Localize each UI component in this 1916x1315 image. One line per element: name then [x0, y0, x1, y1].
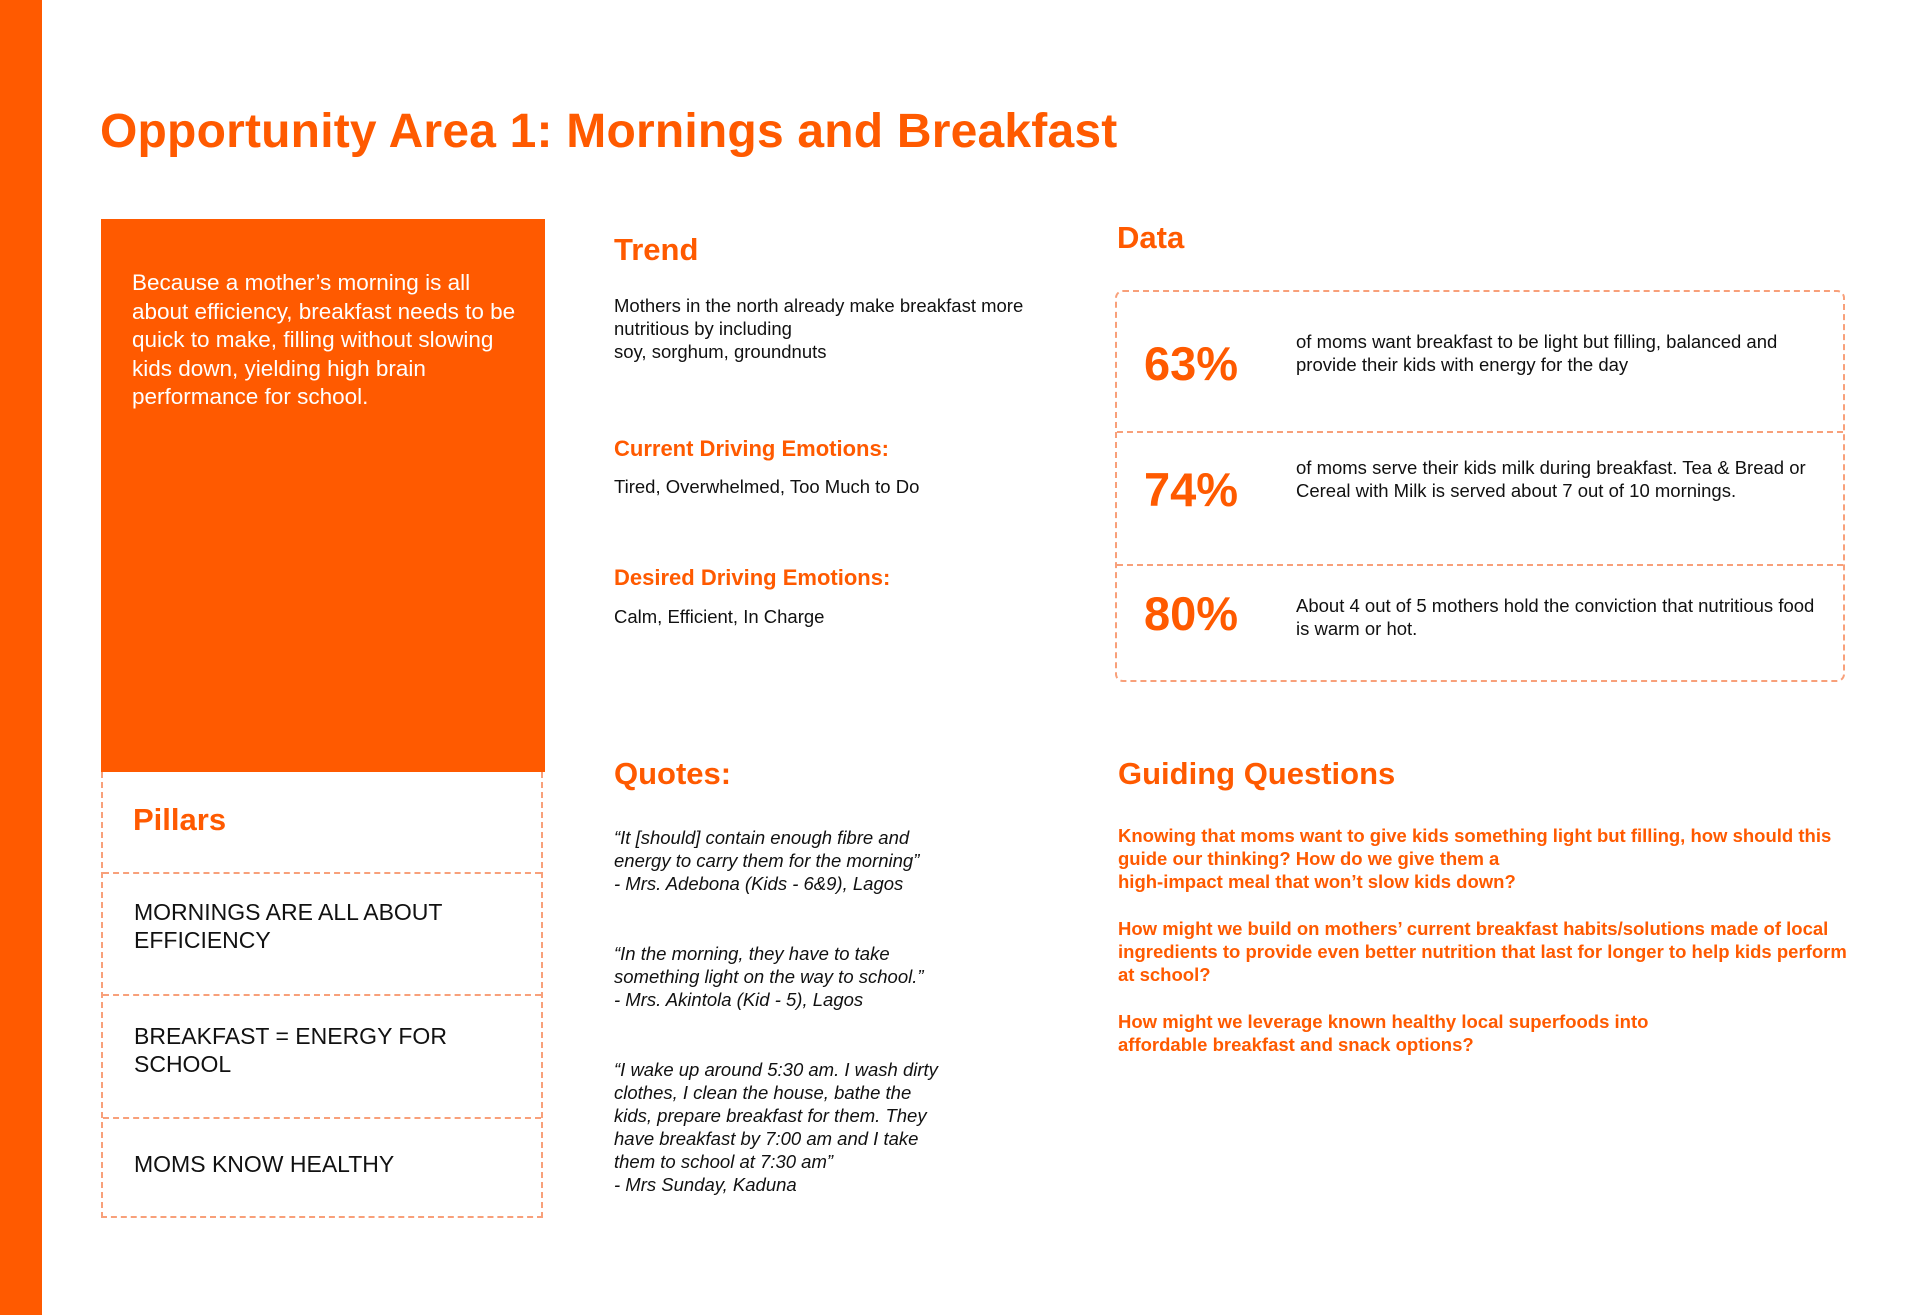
stat-description: About 4 out of 5 mothers hold the conviction that nutritious food is warm or hot.	[1296, 595, 1815, 639]
insight-text: Because a mother’s morning is all about efficiency, breakfast needs to be quick to make, filling without slowing kids down, yielding high brain performance for school.	[132, 270, 516, 409]
pillar-divider	[103, 1117, 541, 1119]
stat-divider	[1117, 431, 1843, 433]
stat-value: 80%	[1144, 587, 1239, 640]
accent-side-bar	[0, 0, 42, 1315]
guiding-question: How might we build on mothers’ current breakfast habits/solutions made of local ingredients to provide even better nutrition that last for longer to help kids perform at school?	[1118, 918, 1847, 985]
stat-value: 74%	[1144, 463, 1239, 516]
pillar-divider	[103, 872, 541, 874]
stat-divider	[1117, 564, 1843, 566]
pillars-heading: Pillars	[133, 802, 227, 837]
data-heading: Data	[1117, 220, 1185, 255]
current-emotions-text: Tired, Overwhelmed, Too Much to Do	[614, 476, 920, 497]
stat-value: 63%	[1144, 337, 1239, 390]
pillars-panel	[101, 772, 543, 1218]
quotes-heading: Quotes:	[614, 756, 732, 791]
quote-item: “In the morning, they have to take something light on the way to school.” - Mrs. Akintola (Kid - 5), Lagos	[614, 943, 924, 1010]
quote-item: “I wake up around 5:30 am. I wash dirty clothes, I clean the house, bathe the kids, prepare breakfast for them. They have breakfast by 7:00 am and I take them to school at 7:30 am” - Mrs Sunday, Kaduna	[614, 1059, 938, 1195]
pillar-item: BREAKFAST = ENERGY FOR SCHOOL	[134, 1023, 447, 1077]
pillar-divider	[103, 994, 541, 996]
page-title: Opportunity Area 1: Mornings and Breakfast	[100, 105, 1118, 158]
stat-description: of moms serve their kids milk during breakfast. Tea & Bread or Cereal with Milk is served about 7 out of 10 mornings.	[1296, 457, 1806, 501]
trend-text: Mothers in the north already make breakfast more nutritious by including soy, sorghum, groundnuts	[614, 295, 1024, 362]
desired-emotions-text: Calm, Efficient, In Charge	[614, 606, 825, 627]
current-emotions-heading: Current Driving Emotions:	[614, 436, 890, 461]
pillar-item: MOMS KNOW HEALTHY	[134, 1151, 395, 1177]
guiding-questions-heading: Guiding Questions	[1118, 756, 1396, 791]
trend-heading: Trend	[614, 232, 699, 267]
guiding-question: How might we leverage known healthy local superfoods into affordable breakfast and snack options?	[1118, 1011, 1649, 1055]
insight-box	[101, 219, 545, 772]
guiding-question: Knowing that moms want to give kids something light but filling, how should this guide our thinking? How do we give them a high-impact meal that won’t slow kids down?	[1118, 825, 1832, 892]
stat-description: of moms want breakfast to be light but filling, balanced and provide their kids with energy for the day	[1296, 331, 1778, 375]
pillar-item: MORNINGS ARE ALL ABOUT EFFICIENCY	[134, 899, 443, 953]
quote-item: “It [should] contain enough fibre and energy to carry them for the morning” - Mrs. Adebona (Kids - 6&9), Lagos	[614, 827, 920, 894]
desired-emotions-heading: Desired Driving Emotions:	[614, 565, 891, 590]
data-stats-box	[1115, 290, 1845, 682]
